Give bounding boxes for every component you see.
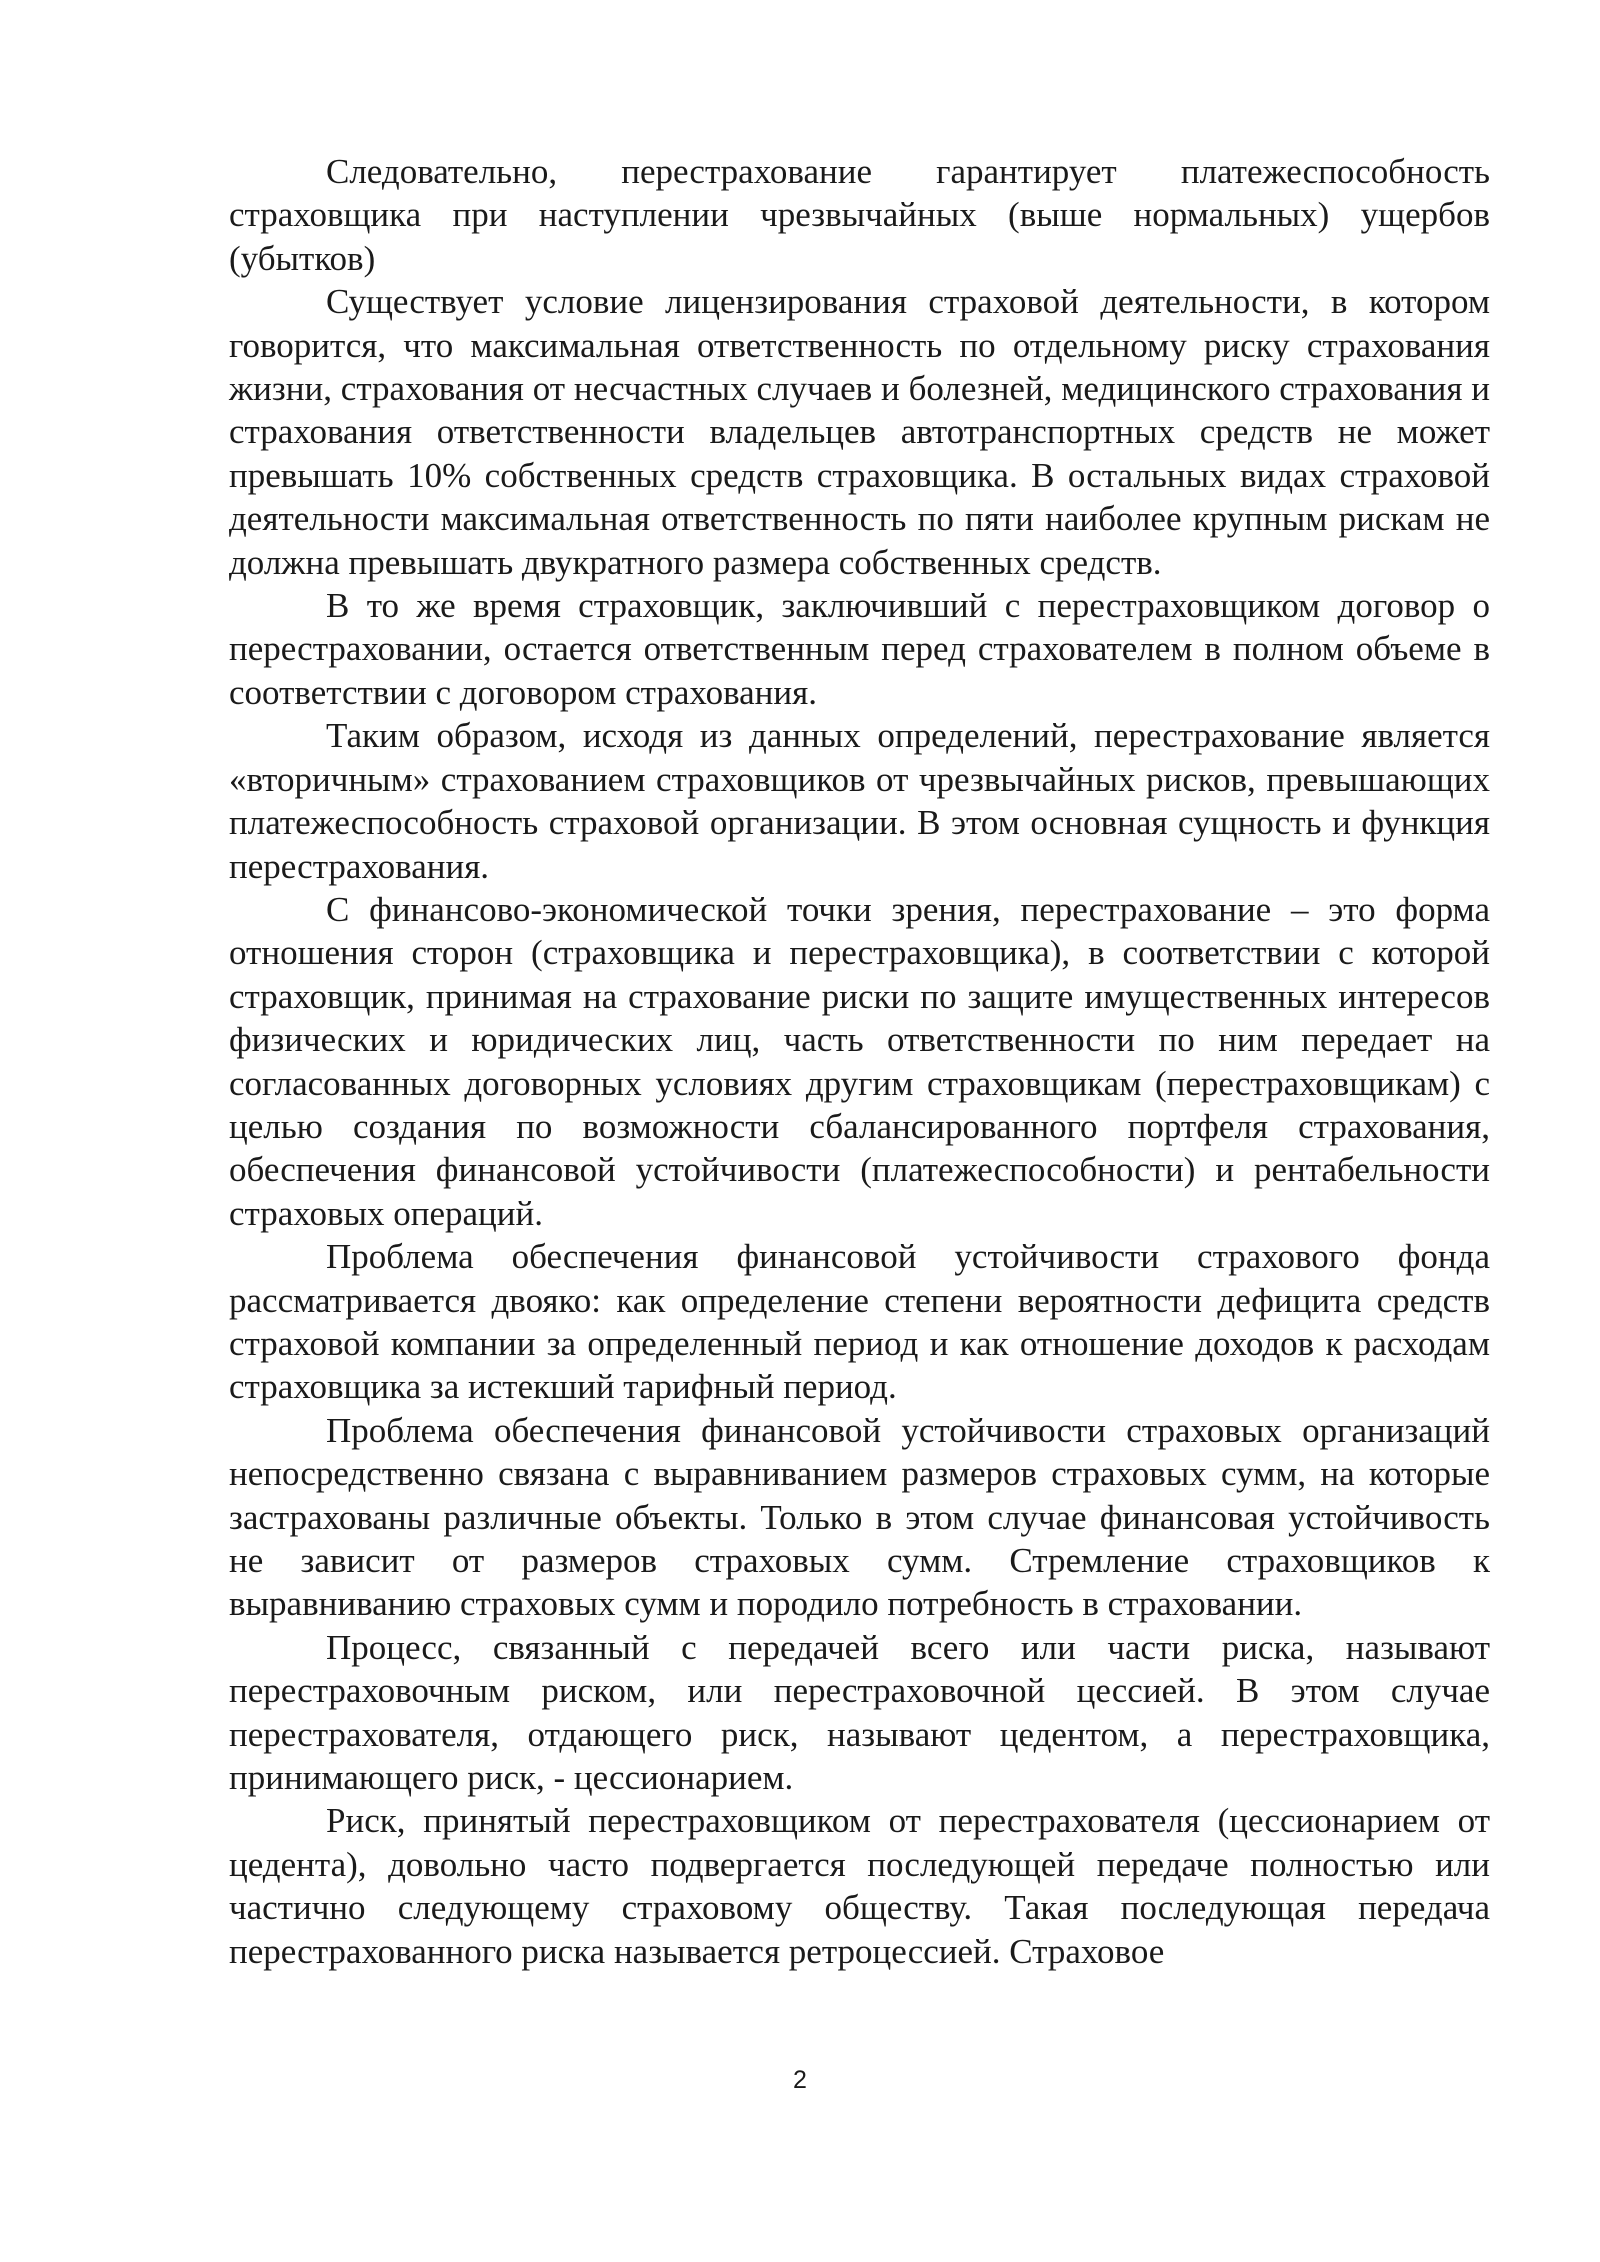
paragraph-4: Таким образом, исходя из данных определений, перестрахование является «вторичным» страхованием страховщиков от чрезвычайных рисков, превышающих платежеспособность страховой организации. В этом основная сущность и функция перестрахования. bbox=[229, 716, 1490, 886]
paragraph-2: Существует условие лицензирования страховой деятельности, в котором говорится, что максимальная ответственность по отдельному риску страхования жизни, страхования от несчастных случаев и болезней, медицинского страхования и страхования ответственности владельцев автотранспортных средств не может превышать 10% собственных средств страховщика. В остальных видах страховой деятельности максимальная ответственность по пяти наиболее крупным рискам не должна превышать двукратного размера собственных средств. bbox=[229, 282, 1490, 582]
paragraph-1: Следовательно, перестрахование гарантирует платежеспособность страховщика при наступлении чрезвычайных (выше нормальных) ущербов (убытков) bbox=[229, 152, 1490, 278]
paragraph-3: В то же время страховщик, заключивший с перестраховщиком договор о перестраховании, остается ответственным перед страхователем в полном объеме в соответствии с договором страхования. bbox=[229, 586, 1490, 712]
paragraph-9: Риск, принятый перестраховщиком от перестрахователя (цессионарием от цедента), довольно часто подвергается последующей передаче полностью или частично следующему страховому обществу. Такая последующая передача перестрахованного риска называется ретроцессией. Страховое bbox=[229, 1801, 1490, 1971]
document-body bbox=[229, 150, 1490, 1973]
paragraph-8: Процесс, связанный с передачей всего или части риска, называют перестраховочным риском, или перестраховочной цессией. В этом случае перестрахователя, отдающего риск, называют цедентом, а перестраховщика, принимающего риск, - цессионарием. bbox=[229, 1627, 1490, 1798]
paragraph-6: Проблема обеспечения финансовой устойчивости страхового фонда рассматривается двояко: как определение степени вероятности дефицита средств страховой компании за определенный период и как отношение доходов к расходам страховщика за истекший тарифный период. bbox=[229, 1237, 1490, 1407]
paragraph-5: С финансово-экономической точки зрения, перестрахование – это форма отношения сторон (страховщика и перестраховщика), в соответствии с которой страховщик, принимая на страхование риски по защите имущественных интересов физических и юридических лиц, часть ответственности по ним передает на согласованных договорных условиях другим страховщикам (перестраховщикам) с целью создания по возможности сбалансированного портфеля страхования, обеспечения финансовой устойчивости (платежеспособности) и рентабельности страховых операций. bbox=[229, 889, 1490, 1233]
page-number: 2 bbox=[793, 2066, 807, 2094]
paragraph-7: Проблема обеспечения финансовой устойчивости страховых организаций непосредственно связана с выравниванием размеров страховых сумм, на которые застрахованы различные объекты. Только в этом случае финансовая устойчивость не зависит от размеров страховых сумм. Стремление страховщиков к выравниванию страховых сумм и породило потребность в страховании. bbox=[229, 1410, 1490, 1624]
